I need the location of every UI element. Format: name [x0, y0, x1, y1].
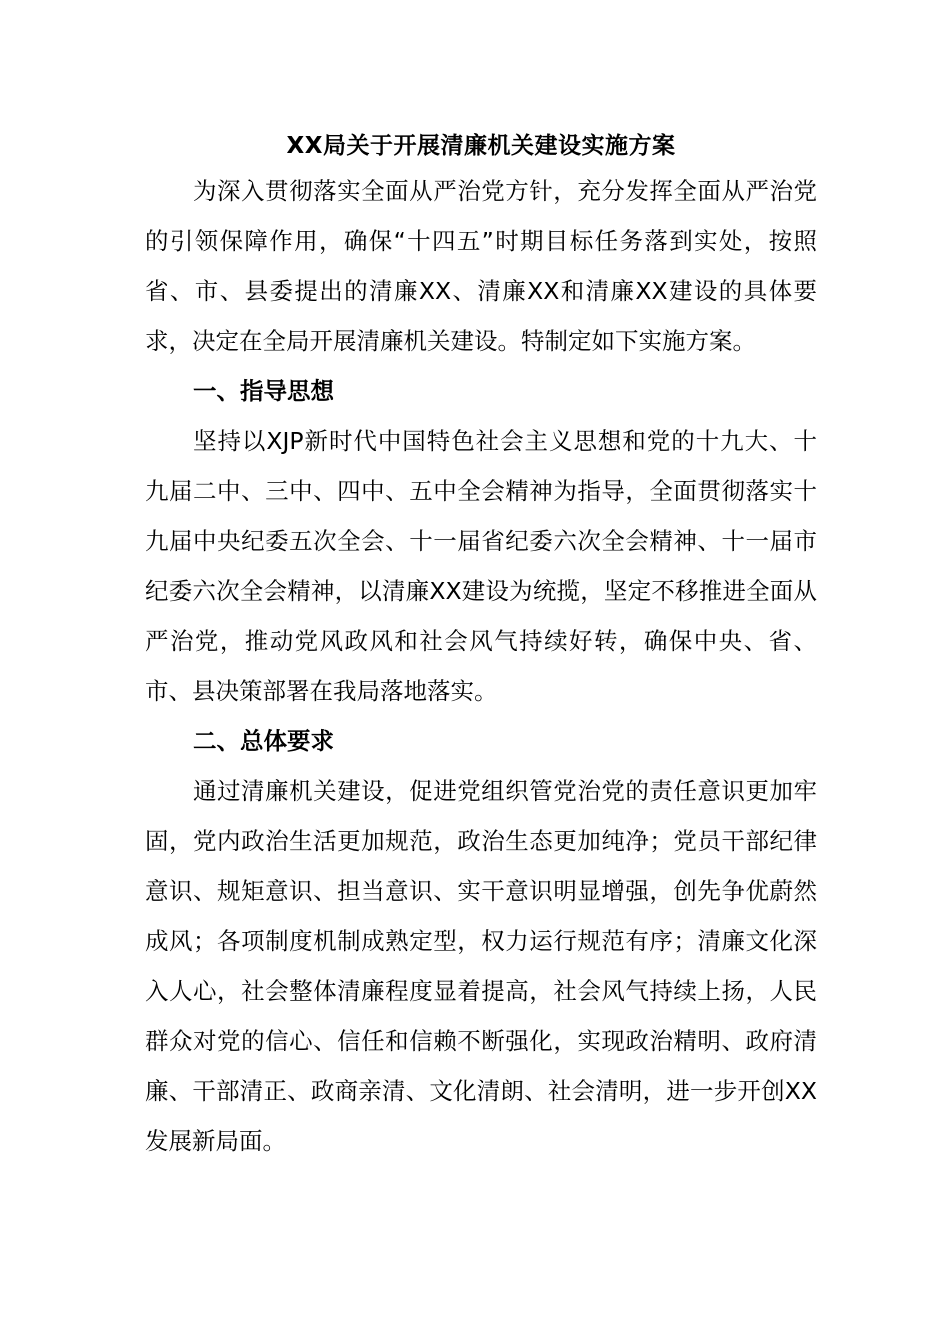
intro-paragraph: 为深入贯彻落实全面从严治党方针，充分发挥全面从严治党的引领保障作用，确保“十四五”时期目标任务落到实处，按照省、市、县委提出的清廉XX、清廉XX和清廉XX建设的具体要求，决定在全局开展清廉机关建设。特制定如下实施方案。 — [145, 177, 817, 355]
section-heading-guiding-ideology: 一、指导思想 — [193, 377, 334, 405]
section-heading-general-requirements: 二、总体要求 — [193, 727, 334, 755]
section-body-guiding-ideology: 坚持以XJP新时代中国特色社会主义思想和党的十九大、十九届二中、三中、四中、五中全会精神为指导，全面贯彻落实十九届中央纪委五次全会、十一届省纪委六次全会精神、十一届市纪委六次全会精神，以清廉XX建设为统揽，坚定不移推进全面从严治党，推动党风政风和社会风气持续好转，确保中央、省、市、县决策部署在我局落地落实。 — [145, 427, 817, 705]
section-body-general-requirements: 通过清廉机关建设，促进党组织管党治党的责任意识更加牢固，党内政治生活更加规范，政治生态更加纯净；党员干部纪律意识、规矩意识、担当意识、实干意识明显增强，创先争优蔚然成风；各项制度机制成熟定型，权力运行规范有序；清廉文化深入人心，社会整体清廉程度显着提高，社会风气持续上扬，人民群众对党的信心、信任和信赖不断强化，实现政治精明、政府清廉、干部清正、政商亲清、文化清朗、社会清明，进一步开创XX发展新局面。 — [145, 777, 817, 1155]
document-body — [145, 126, 817, 1166]
document-title: XX局关于开展清廉机关建设实施方案 — [286, 133, 676, 159]
